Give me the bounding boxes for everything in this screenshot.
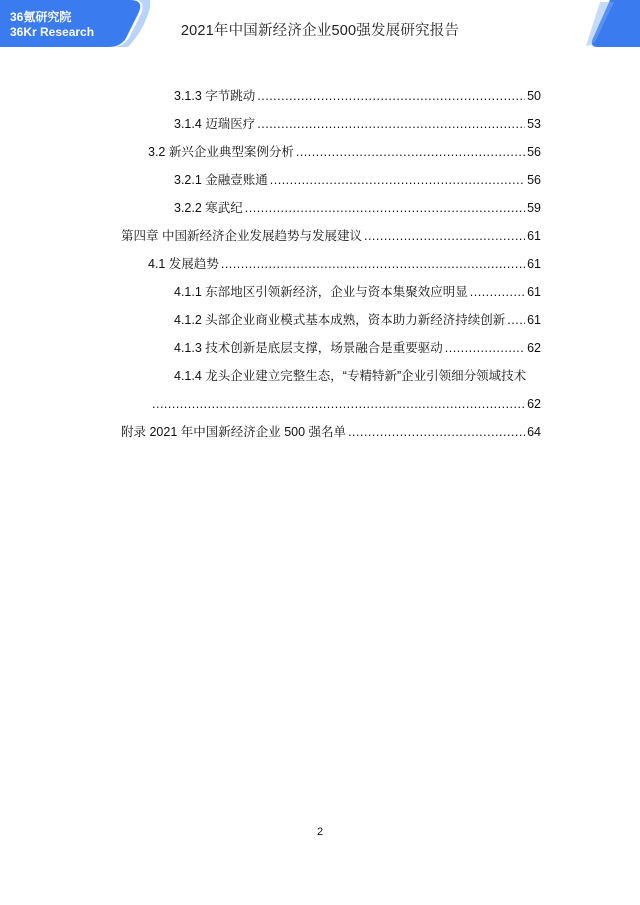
toc-leader-dots — [270, 172, 525, 188]
toc-entry-page: 61 — [527, 313, 541, 327]
toc-entry-chapter[interactable] — [121, 228, 541, 244]
toc-entry-page: 56 — [527, 173, 541, 187]
toc-entry-label: 4.1.2 头部企业商业模式基本成熟，资本助力新经济持续创新 — [174, 313, 506, 327]
toc-entry-page: 59 — [527, 201, 541, 215]
toc-entry-label: 第四章 中国新经济企业发展趋势与发展建议 — [121, 229, 362, 243]
toc-entry-label: 3.2.2 寒武纪 — [174, 201, 243, 215]
toc-entry-label: 附录 2021 年中国新经济企业 500 强名单 — [121, 425, 347, 439]
toc-entry[interactable] — [148, 144, 541, 160]
toc-leader-dots — [221, 256, 525, 272]
toc-entry[interactable] — [174, 200, 541, 216]
toc-entry-label: 4.1.1 东部地区引领新经济，企业与资本集聚效应明显 — [174, 285, 468, 299]
toc-entry-page: 53 — [527, 117, 541, 131]
toc-entry[interactable] — [148, 256, 541, 272]
toc-entry-label: 4.1.3 技术创新是底层支撑，场景融合是重要驱动 — [174, 341, 443, 355]
toc-entry-page: 62 — [527, 341, 541, 355]
toc-entry[interactable] — [174, 116, 541, 132]
toc-entry-page: 64 — [527, 425, 541, 439]
toc-leader-dots — [507, 312, 525, 328]
page-header — [0, 0, 640, 56]
toc-entry-page: 56 — [527, 145, 541, 159]
toc-leader-dots — [152, 396, 525, 412]
toc-leader-dots — [364, 228, 525, 244]
logo-line-cn: 36氪研究院 — [10, 10, 72, 24]
toc-entry-label: 3.1.3 字节跳动 — [174, 89, 256, 103]
toc-entry-page: 61 — [527, 229, 541, 243]
toc-entry-page: 61 — [527, 257, 541, 271]
toc-entry-label: 3.2 新兴企业典型案例分析 — [148, 145, 294, 159]
toc-entry-label: 4.1 发展趋势 — [148, 257, 219, 271]
document-title: 2021年中国新经济企业500强发展研究报告 — [180, 23, 460, 39]
toc-entry[interactable] — [174, 88, 541, 104]
toc-entry[interactable] — [174, 172, 541, 188]
toc-leader-dots — [470, 284, 525, 300]
toc-entry[interactable] — [174, 284, 541, 300]
toc-leader-dots — [348, 424, 525, 440]
toc-leader-dots — [257, 116, 525, 132]
toc-entry[interactable] — [174, 312, 541, 328]
toc-entry-label: 3.1.4 迈瑞医疗 — [174, 117, 256, 131]
toc-entry-wrapped-continuation[interactable] — [152, 396, 541, 412]
toc-entry-page: 61 — [527, 285, 541, 299]
toc-leader-dots — [296, 144, 525, 160]
toc-entry-label: 3.2.1 金融壹账通 — [174, 173, 268, 187]
toc-leader-dots — [445, 340, 525, 356]
toc-leader-dots — [257, 88, 525, 104]
logo — [10, 10, 94, 40]
logo-line-en: 36Kr Research — [10, 25, 95, 39]
toc-entry-appendix[interactable] — [121, 424, 541, 440]
toc-entry-page: 50 — [527, 89, 541, 103]
corner-decoration-shape — [580, 0, 640, 48]
toc-entry[interactable] — [174, 340, 541, 356]
page-number: 2 — [316, 826, 324, 838]
toc-leader-dots — [245, 200, 525, 216]
toc-entry-wrapped-label[interactable]: 4.1.4 龙头企业建立完整生态，“专精特新”企业引领细分领域技术 — [174, 369, 527, 383]
toc-entry-page: 62 — [527, 397, 541, 411]
